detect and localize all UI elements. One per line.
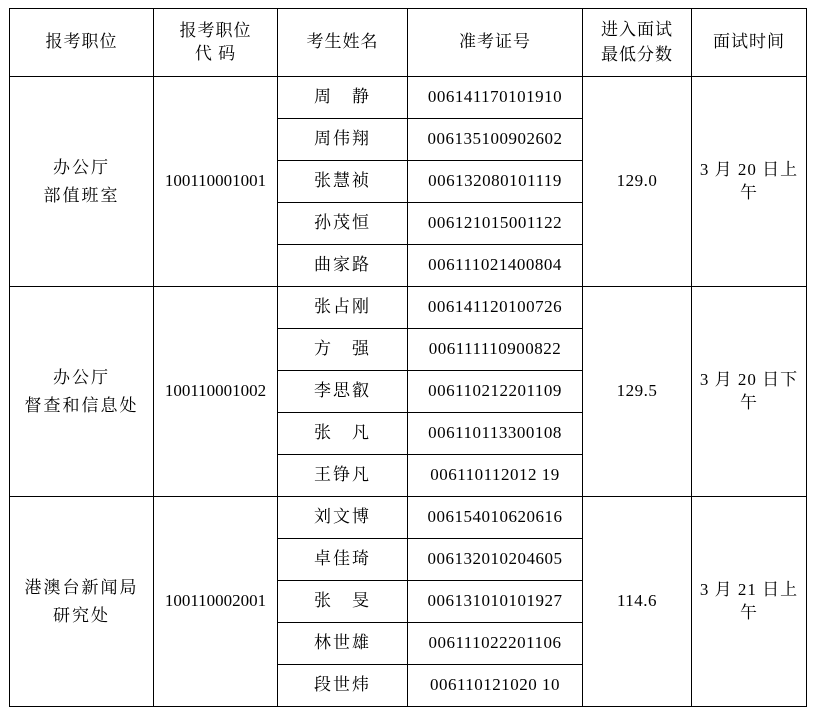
ticket-number-cell: 006141120100726 (408, 287, 583, 329)
ticket-number-cell: 006110112012 19 (408, 455, 583, 497)
candidate-name-cell: 张 旻 (278, 581, 408, 623)
candidate-name-cell: 曲家路 (278, 245, 408, 287)
column-header-position-code-line1: 报考职位 (179, 21, 252, 41)
position-code-cell: 100110002001 (154, 497, 278, 707)
ticket-number-cell: 006132080101119 (408, 161, 583, 203)
ticket-number-cell: 006110212201109 (408, 371, 583, 413)
candidate-name-cell: 方 强 (278, 329, 408, 371)
position-line-1: 办公厅 (53, 158, 110, 178)
candidate-name-cell: 王铮凡 (278, 455, 408, 497)
candidate-name-cell: 孙茂恒 (278, 203, 408, 245)
candidate-name-cell: 周 静 (278, 77, 408, 119)
column-header-ticket-number: 准考证号 (408, 9, 583, 77)
ticket-number-cell: 006111022201106 (408, 623, 583, 665)
column-header-position: 报考职位 (10, 9, 154, 77)
position-code-cell: 100110001002 (154, 287, 278, 497)
interview-time-cell: 3 月 21 日上午 (692, 497, 807, 707)
interview-candidates-table (9, 8, 807, 707)
column-header-candidate-name: 考生姓名 (278, 9, 408, 77)
position-line-1: 港澳台新闻局 (24, 578, 139, 598)
ticket-number-cell: 006111110900822 (408, 329, 583, 371)
interview-time-cell: 3 月 20 日下午 (692, 287, 807, 497)
column-header-min-score (583, 9, 692, 77)
column-header-position-code-line2: 代 码 (194, 43, 237, 63)
position-cell (10, 287, 154, 497)
min-score-cell: 114.6 (583, 497, 692, 707)
ticket-number-cell: 006154010620616 (408, 497, 583, 539)
table-row (10, 77, 807, 119)
table-row (10, 497, 807, 539)
candidate-name-cell: 段世炜 (278, 665, 408, 707)
ticket-number-cell: 006135100902602 (408, 119, 583, 161)
candidate-name-cell: 张 凡 (278, 413, 408, 455)
table-row (10, 287, 807, 329)
candidate-name-cell: 林世雄 (278, 623, 408, 665)
table-header-row (10, 9, 807, 77)
table-body (10, 77, 807, 707)
position-cell (10, 497, 154, 707)
position-line-2: 研究处 (53, 605, 110, 625)
position-line-1: 办公厅 (53, 368, 110, 388)
position-line-2: 督查和信息处 (24, 395, 139, 415)
candidate-name-cell: 卓佳琦 (278, 539, 408, 581)
table-header (10, 9, 807, 77)
ticket-number-cell: 006121015001122 (408, 203, 583, 245)
min-score-cell: 129.5 (583, 287, 692, 497)
ticket-number-cell: 006132010204605 (408, 539, 583, 581)
column-header-interview-time: 面试时间 (692, 9, 807, 77)
column-header-min-score-line2: 最低分数 (601, 44, 673, 64)
document-page (0, 8, 817, 695)
candidate-name-cell: 张占刚 (278, 287, 408, 329)
position-line-2: 部值班室 (43, 185, 120, 205)
position-cell (10, 77, 154, 287)
ticket-number-cell: 006110121020 10 (408, 665, 583, 707)
candidate-name-cell: 李思叡 (278, 371, 408, 413)
candidate-name-cell: 周伟翔 (278, 119, 408, 161)
interview-time-cell: 3 月 20 日上午 (692, 77, 807, 287)
ticket-number-cell: 006131010101927 (408, 581, 583, 623)
position-code-cell: 100110001001 (154, 77, 278, 287)
column-header-min-score-line1: 进入面试 (601, 19, 673, 39)
ticket-number-cell: 006111021400804 (408, 245, 583, 287)
candidate-name-cell: 刘文博 (278, 497, 408, 539)
ticket-number-cell: 006110113300108 (408, 413, 583, 455)
candidate-name-cell: 张慧祯 (278, 161, 408, 203)
column-header-position-code (154, 9, 278, 77)
ticket-number-cell: 006141170101910 (408, 77, 583, 119)
min-score-cell: 129.0 (583, 77, 692, 287)
